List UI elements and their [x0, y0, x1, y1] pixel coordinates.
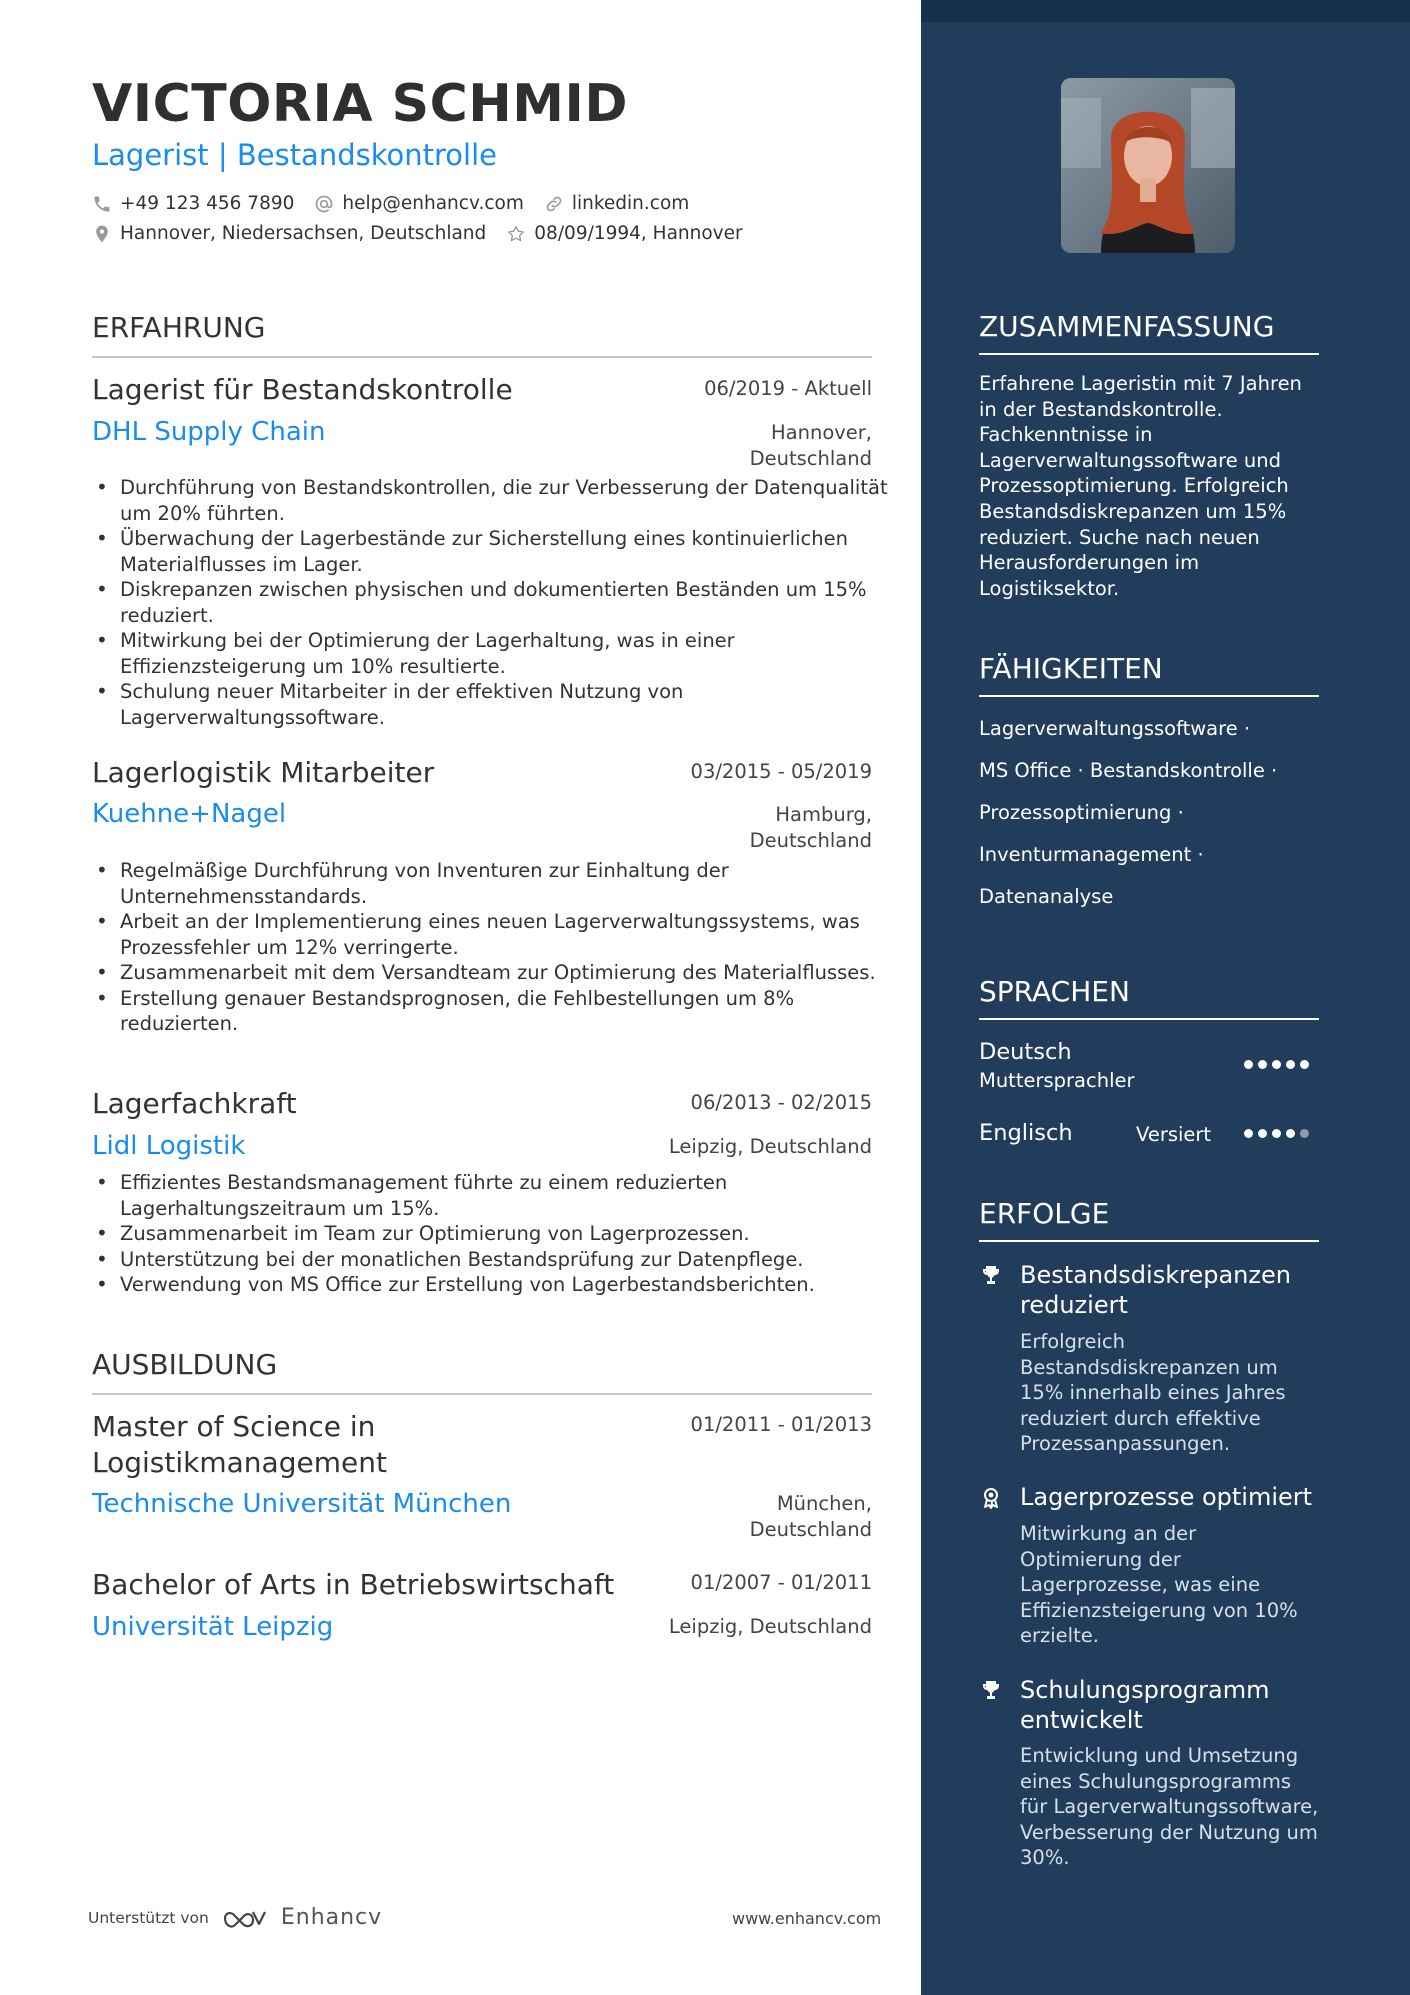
- bullet-item: • Schulung neuer Mitarbeiter in der effektiven Nutzung von Lagerverwaltungssoftware.: [120, 679, 900, 730]
- job-title: Lagerfachkraft: [92, 1087, 297, 1120]
- bullet-item: • Arbeit an der Implementierung eines neuen Lagerverwaltungssystems, was Prozessfehler um 12% verringerte.: [120, 909, 900, 960]
- job-bullets: [92, 1170, 900, 1298]
- profile-photo-image: [1061, 78, 1235, 253]
- rating-dot: [1286, 1129, 1295, 1138]
- school-location: [750, 1491, 872, 1543]
- rating-dot: [1286, 1060, 1295, 1069]
- achievement-title: Schulungsprogramm entwickelt: [1020, 1676, 1270, 1734]
- job-title: Lagerlogistik Mitarbeiter: [92, 756, 435, 789]
- trophy-icon: [979, 1263, 1003, 1287]
- degree-title: [92, 1409, 387, 1481]
- skill-row: Lagerverwaltungssoftware ·: [979, 717, 1251, 740]
- candidate-title: Lagerist | Bestandskontrolle: [92, 138, 497, 172]
- degree-date: 01/2007 - 01/2011: [690, 1571, 872, 1594]
- summary-section: [979, 310, 1319, 601]
- link-item[interactable]: [544, 193, 689, 214]
- powered-by-text: Unterstützt von: [88, 1908, 209, 1927]
- link-text[interactable]: linkedin.com: [571, 193, 690, 214]
- rating-dot: [1272, 1060, 1281, 1069]
- summary-text: Erfahrene Lageristin mit 7 Jahren in der Bestandskontrolle. Fachkenntnisse in Lagerverwaltungssoftware und Prozessoptimierung. Erfolgreich Bestandsdiskrepanzen um 15% reduziert. Suche nach neuen Herausforderungen im Logistiksektor.: [979, 372, 1302, 600]
- achievements-section: [979, 1197, 1319, 1242]
- rating-dot: [1258, 1060, 1267, 1069]
- job-bullets: [92, 475, 900, 730]
- company-name: DHL Supply Chain: [92, 417, 326, 447]
- skill-row: MS Office · Bestandskontrolle ·: [979, 759, 1278, 782]
- bullet-item: • Mitwirkung bei der Optimierung der Lagerhaltung, was in einer Effizienzsteigerung um 10% resultierte.: [120, 628, 900, 679]
- bullet-item: • Verwendung von MS Office zur Erstellung von Lagerbestandsberichten.: [120, 1272, 900, 1298]
- location-item: [92, 223, 486, 244]
- email-item[interactable]: [314, 193, 523, 214]
- trophy-icon: [979, 1678, 1003, 1702]
- star-icon: [506, 224, 526, 244]
- footer-branding: [88, 1905, 382, 1930]
- job-date: 06/2013 - 02/2015: [690, 1091, 872, 1114]
- language-level: Muttersprachler: [979, 1069, 1135, 1092]
- job-location-line: Hamburg,: [775, 803, 872, 826]
- bullet-item: • Überwachung der Lagerbestände zur Sicherstellung eines kontinuierlichen Materialflusses im Lager.: [120, 526, 900, 577]
- education-heading: AUSBILDUNG: [92, 1348, 872, 1395]
- job-location-line: Leipzig, Deutschland: [668, 1135, 872, 1158]
- achievements-heading: ERFOLGE: [979, 1197, 1319, 1242]
- school-name: Universität Leipzig: [92, 1612, 334, 1642]
- brand-name: Enhancv: [280, 1905, 383, 1930]
- language-level: Versiert: [1136, 1123, 1212, 1146]
- rating-dot: [1244, 1129, 1253, 1138]
- rating-dot: [1300, 1060, 1309, 1069]
- school-name: Technische Universität München: [92, 1489, 512, 1519]
- bullet-item: • Zusammenarbeit mit dem Versandteam zur Optimierung des Materialflusses.: [120, 960, 900, 986]
- rating-dot: [1244, 1060, 1253, 1069]
- birth-item: [506, 223, 742, 244]
- language-name: Deutsch: [979, 1039, 1072, 1065]
- contact-row-2: [92, 223, 743, 244]
- job-date: 03/2015 - 05/2019: [690, 760, 872, 783]
- profile-photo: [1061, 78, 1235, 253]
- job-location: [669, 1134, 872, 1160]
- language-rating: [1244, 1060, 1309, 1069]
- company-name: Kuehne+Nagel: [92, 799, 287, 829]
- language-name: Englisch: [979, 1120, 1073, 1146]
- at-icon: [314, 194, 334, 214]
- job-bullets: [92, 858, 900, 1037]
- degree-title: [92, 1567, 614, 1603]
- languages-section: [979, 975, 1319, 1020]
- bullet-item: • Erstellung genauer Bestandsprognosen, die Fehlbestellungen um 8% reduzierten.: [120, 986, 900, 1037]
- bullet-item: • Unterstützung bei der monatlichen Bestandsprüfung zur Datenpflege.: [120, 1247, 900, 1273]
- job-location: [750, 420, 872, 472]
- company-name: Lidl Logistik: [92, 1131, 246, 1161]
- skills-section: [979, 652, 1319, 697]
- school-location-line: Leipzig, Deutschland: [668, 1615, 872, 1638]
- job-location-line: Deutschland: [749, 829, 872, 852]
- school-location-line: München,: [776, 1492, 872, 1515]
- birth-text: 08/09/1994, Hannover: [534, 223, 743, 244]
- summary-heading: ZUSAMMENFASSUNG: [979, 310, 1319, 355]
- school-location-line: Deutschland: [749, 1518, 872, 1541]
- degree-title-line: Master of Science in: [92, 1410, 376, 1443]
- location-pin-icon: [92, 224, 112, 244]
- degree-date: 01/2011 - 01/2013: [690, 1413, 872, 1436]
- link-icon: [544, 194, 564, 214]
- job-date: 06/2019 - Aktuell: [704, 377, 872, 400]
- language-rating: [1244, 1129, 1309, 1138]
- phone-item: [92, 193, 294, 214]
- degree-title-line: Logistikmanagement: [92, 1446, 387, 1479]
- award-icon: [979, 1486, 1003, 1510]
- footer-website[interactable]: www.enhancv.com: [732, 1909, 882, 1928]
- achievement-title: Lagerprozesse optimiert: [1020, 1483, 1313, 1511]
- bullet-item: • Diskrepanzen zwischen physischen und dokumentierten Beständen um 15% reduziert.: [120, 577, 900, 628]
- job-title: Lagerist für Bestandskontrolle: [92, 373, 513, 406]
- rating-dot-empty: [1300, 1129, 1309, 1138]
- skills-heading: FÄHIGKEITEN: [979, 652, 1319, 697]
- achievement-title: Bestandsdiskrepanzen reduziert: [1020, 1261, 1291, 1319]
- skill-row: Datenanalyse: [979, 885, 1114, 908]
- bullet-item: • Zusammenarbeit im Team zur Optimierung von Lagerprozessen.: [120, 1221, 900, 1247]
- rating-dot: [1272, 1129, 1281, 1138]
- skill-row: Prozessoptimierung ·: [979, 801, 1184, 824]
- location-text: Hannover, Niedersachsen, Deutschland: [120, 223, 487, 244]
- achievement-desc: Erfolgreich Bestandsdiskrepanzen um 15% innerhalb eines Jahres reduziert durch effektive Prozessanpassungen.: [1020, 1330, 1286, 1455]
- job-location-line: Deutschland: [749, 447, 872, 470]
- job-location-line: Hannover,: [770, 421, 872, 444]
- bullet-item: • Effizientes Bestandsmanagement führte zu einem reduzierten Lagerhaltungszeitraum um 15%.: [120, 1170, 900, 1221]
- languages-heading: SPRACHEN: [979, 975, 1319, 1020]
- contact-row-1: [92, 193, 689, 214]
- sidebar-top-strip: [921, 0, 1410, 22]
- enhancv-logo-icon: [221, 1906, 269, 1930]
- candidate-name: VICTORIA SCHMID: [92, 74, 629, 134]
- job-location: [750, 802, 872, 854]
- rating-dot: [1258, 1129, 1267, 1138]
- phone-icon: [92, 194, 112, 214]
- bullet-item: • Durchführung von Bestandskontrollen, die zur Verbesserung der Datenqualität um 20% führten.: [120, 475, 900, 526]
- experience-heading: ERFAHRUNG: [92, 311, 872, 358]
- bullet-item: • Regelmäßige Durchführung von Inventuren zur Einhaltung der Unternehmensstandards.: [120, 858, 900, 909]
- phone-text: +49 123 456 7890: [120, 193, 295, 214]
- school-location: [669, 1614, 872, 1640]
- sidebar: [921, 0, 1410, 1995]
- email-text[interactable]: help@enhancv.com: [342, 193, 524, 214]
- skill-row: Inventurmanagement ·: [979, 843, 1204, 866]
- achievement-desc: Mitwirkung an der Optimierung der Lagerprozesse, was eine Effizienzsteigerung von 10% erzielte.: [1020, 1522, 1298, 1647]
- degree-title-line: Bachelor of Arts in Betriebswirtschaft: [92, 1568, 615, 1601]
- achievement-desc: Entwicklung und Umsetzung eines Schulungsprogramms für Lagerverwaltungssoftware, Verbesserung der Nutzung um 30%.: [1020, 1744, 1319, 1869]
